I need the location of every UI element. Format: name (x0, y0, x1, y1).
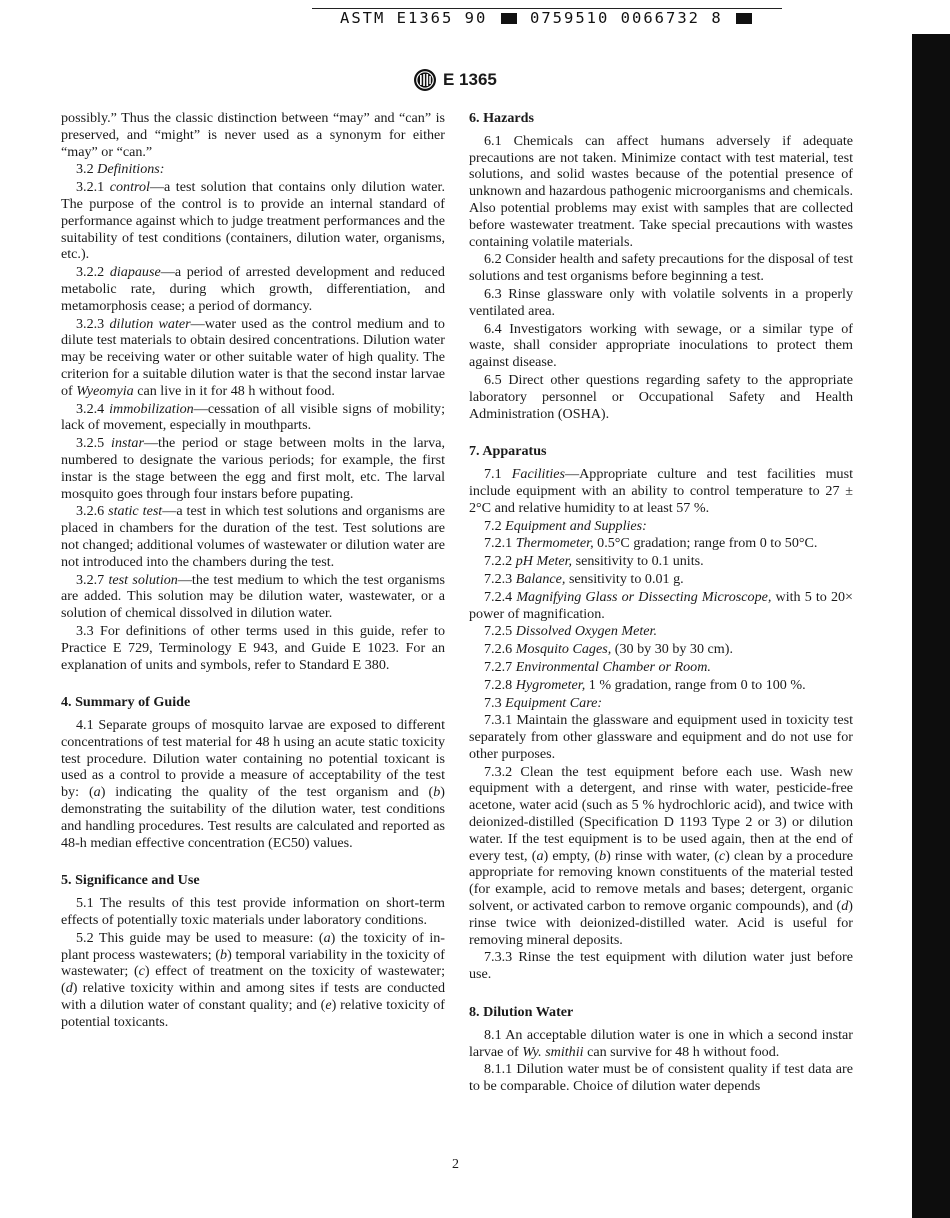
paragraph-6-1: 6.1 Chemicals can affect humans adversely if adequate precautions are not taken. Minimize contact with test material, test solutions, and solid wastes because of the potential presence of unknown and hazardous pathogenic microorganisms and chemicals. Also potential problems may exist with samples that are collected before wastewater treatment. Take special precautions with wastes containing volatile materials. (469, 132, 853, 250)
paragraph-7-3: 7.3 Equipment Care: (484, 694, 603, 711)
paragraph-6-2: 6.2 Consider health and safety precautions for the disposal of test solutions and test organisms before beginning a test. (469, 251, 853, 285)
section-heading-4: 4. Summary of Guide (61, 694, 191, 711)
scan-block-mark (736, 13, 752, 24)
section-heading-6: 6. Hazards (469, 110, 534, 126)
paragraph-3-3: 3.3 For definitions of other terms used in this guide, refer to Practice E 729, Terminology E 943, and Guide E 1023. For an explanation of units and symbols, refer to Standard E 380. (61, 622, 445, 673)
right-column (469, 110, 853, 1096)
scan-header-code: 0759510 0066732 8 (530, 9, 723, 27)
paragraph-3-2-1: 3.2.1 control—a test solution that contains only dilution water. The purpose of the control is to provide an internal standard of performance against which to judge treatment performances and the suitability of test conditions (containers, dilution water, organisms, etc.). (61, 179, 445, 263)
paragraph-3-2-2: 3.2.2 diapause—a period of arrested development and reduced metabolic rate, during which growth, differentiation, and metamorphosis cease; a period of dormancy. (61, 264, 445, 314)
scan-header (340, 9, 754, 27)
paragraph-6-4: 6.4 Investigators working with sewage, or a similar type of waste, shall consider appropriate inoculations to protect them against disease. (469, 320, 853, 371)
scan-block-mark (501, 13, 517, 24)
paragraph-3-2-4: 3.2.4 immobilization—cessation of all visible signs of mobility; lack of movement, especially in mouthparts. (61, 400, 445, 434)
page-number: 2 (452, 1157, 459, 1172)
section-heading-5: 5. Significance and Use (61, 872, 200, 889)
scan-header-id: ASTM E1365 90 (340, 9, 488, 27)
paragraph-7-2-1: 7.2.1 Thermometer, 0.5°C gradation; range from 0 to 50°C. (484, 535, 818, 552)
paragraph-5-2: 5.2 This guide may be used to measure: (a) the toxicity of in-plant process wastewaters; (b) temporal variability in the toxicity of wastewater; (c) effect of treatment on the toxicity of wastewater; (d) relative toxicity within and among sites if tests are conducted with a dilution water of constant quality; and (e) relative toxicity of potential toxicants. (61, 929, 445, 1030)
paragraph-7-3-2: 7.3.2 Clean the test equipment before each use. Wash new equipment with a detergent, and rinse with water, pesticide-free acetone, water acid (such as 5 % hydrochloric acid), and twice with deionized-distilled (Specification D 1193 Type 2 or 3) or dilution water. If the test equipment is to be used again, then at the end of every test, (a) empty, (b) rinse with water, (c) clean by a procedure appropriate for removing known constituents of the material tested (for example, acid to remove metals and bases; detergent, organic solvent, or activated carbon to remove organic compounds), and (d) rinse twice with deionized-distilled water. Acid is useful for removing mineral deposits. (469, 763, 853, 948)
paragraph-7-2-7: 7.2.7 Environmental Chamber or Room. (484, 658, 711, 675)
left-column (61, 110, 445, 1032)
paragraph-7-3-1: 7.3.1 Maintain the glassware and equipment used in toxicity test separately from other glassware and equipment and do not use for other purposes. (469, 712, 853, 762)
section-heading-7: 7. Apparatus (469, 443, 547, 460)
paragraph-7-2-4: 7.2.4 Magnifying Glass or Dissecting Microscope, with 5 to 20× power of magnification. (469, 588, 854, 622)
paragraph-8-1-1: 8.1.1 Dilution water must be of consistent quality if test data are to be comparable. Choice of dilution water depends (469, 1061, 853, 1095)
paragraph-7-2-5: 7.2.5 Dissolved Oxygen Meter. (484, 623, 657, 640)
paragraph-3-2-6: 3.2.6 static test—a test in which test solutions and organisms are placed in chambers for the duration of the test. Test solutions are not changed; additional volumes of wastewater or dilution water are not introduced into the chambers during the test. (61, 503, 445, 570)
paragraph-7-2-6: 7.2.6 Mosquito Cages, (30 by 30 by 30 cm). (484, 641, 733, 658)
section-heading-8: 8. Dilution Water (469, 1004, 574, 1021)
paragraph-7-2: 7.2 Equipment and Supplies: (484, 517, 647, 534)
page-header (413, 68, 497, 92)
paragraph-7-3-3: 7.3.3 Rinse the test equipment with dilution water just before use. (469, 949, 853, 983)
paragraph-7-2-8: 7.2.8 Hygrometer, 1 % gradation, range from 0 to 100 %. (484, 676, 806, 693)
paragraph-7-2-3: 7.2.3 Balance, sensitivity to 0.01 g. (484, 570, 684, 587)
paragraph-5-1: 5.1 The results of this test provide information on short-term effects of potentially toxic materials under laboratory conditions. (61, 895, 445, 929)
astm-logo-icon (413, 68, 437, 92)
paragraph-3-2: 3.2 Definitions: (76, 161, 165, 178)
scan-edge-bar (912, 34, 950, 1218)
paragraph-8-1: 8.1 An acceptable dilution water is one in which a second instar larvae of Wy. smithii can survive for 48 h without food. (469, 1026, 853, 1060)
paragraph-6-5: 6.5 Direct other questions regarding safety to the appropriate laboratory personnel or Occupational Safety and Health Administration (OSHA). (469, 371, 853, 422)
designation: E 1365 (443, 70, 497, 89)
paragraph: possibly.” Thus the classic distinction between “may” and “can” is preserved, and “might” is never used as a synonym for either “may” or “can.” (61, 110, 445, 160)
paragraph-7-2-2: 7.2.2 pH Meter, sensitivity to 0.1 units. (484, 553, 704, 570)
paragraph-4-1: 4.1 Separate groups of mosquito larvae are exposed to different concentrations of test material for 48 h using an acute static toxicity test procedure. Dilution water containing no potential toxicant is used as a control to provide a measure of acceptability of the test by: (a) indicating the quality of the test organism and (b) demonstrating the suitability of the dilution water, test conditions and handling procedures. Test results are calculated and reported as 48-h median effective concentration (EC50) values. (61, 717, 445, 851)
paragraph-3-2-5: 3.2.5 instar—the period or stage between molts in the larva, numbered to designate the various periods; for example, the first instar is the stage between the egg and first molt, etc. The larval mosquito goes through four instars before pupating. (61, 435, 445, 502)
paragraph-3-2-7: 3.2.7 test solution—the test medium to which the test organisms are added. This solution may be dilution water, wastewater, or a solution of chemical dissolved in dilution water. (61, 571, 445, 622)
paragraph-6-3: 6.3 Rinse glassware only with volatile solvents in a properly ventilated area. (469, 285, 853, 319)
paragraph-7-1: 7.1 Facilities—Appropriate culture and test facilities must include equipment with an ability to control temperature to 27 ± 2°C and relative humidity to at least 57 %. (469, 466, 853, 516)
paragraph-3-2-3: 3.2.3 dilution water—water used as the control medium and to dilute test materials to obtain desired concentrations. Dilution water may be receiving water or other suitable water of high quality. The criterion for a suitable dilution water is that the second instar larvae of Wyeomyia can live in it for 48 h without food. (61, 315, 445, 399)
